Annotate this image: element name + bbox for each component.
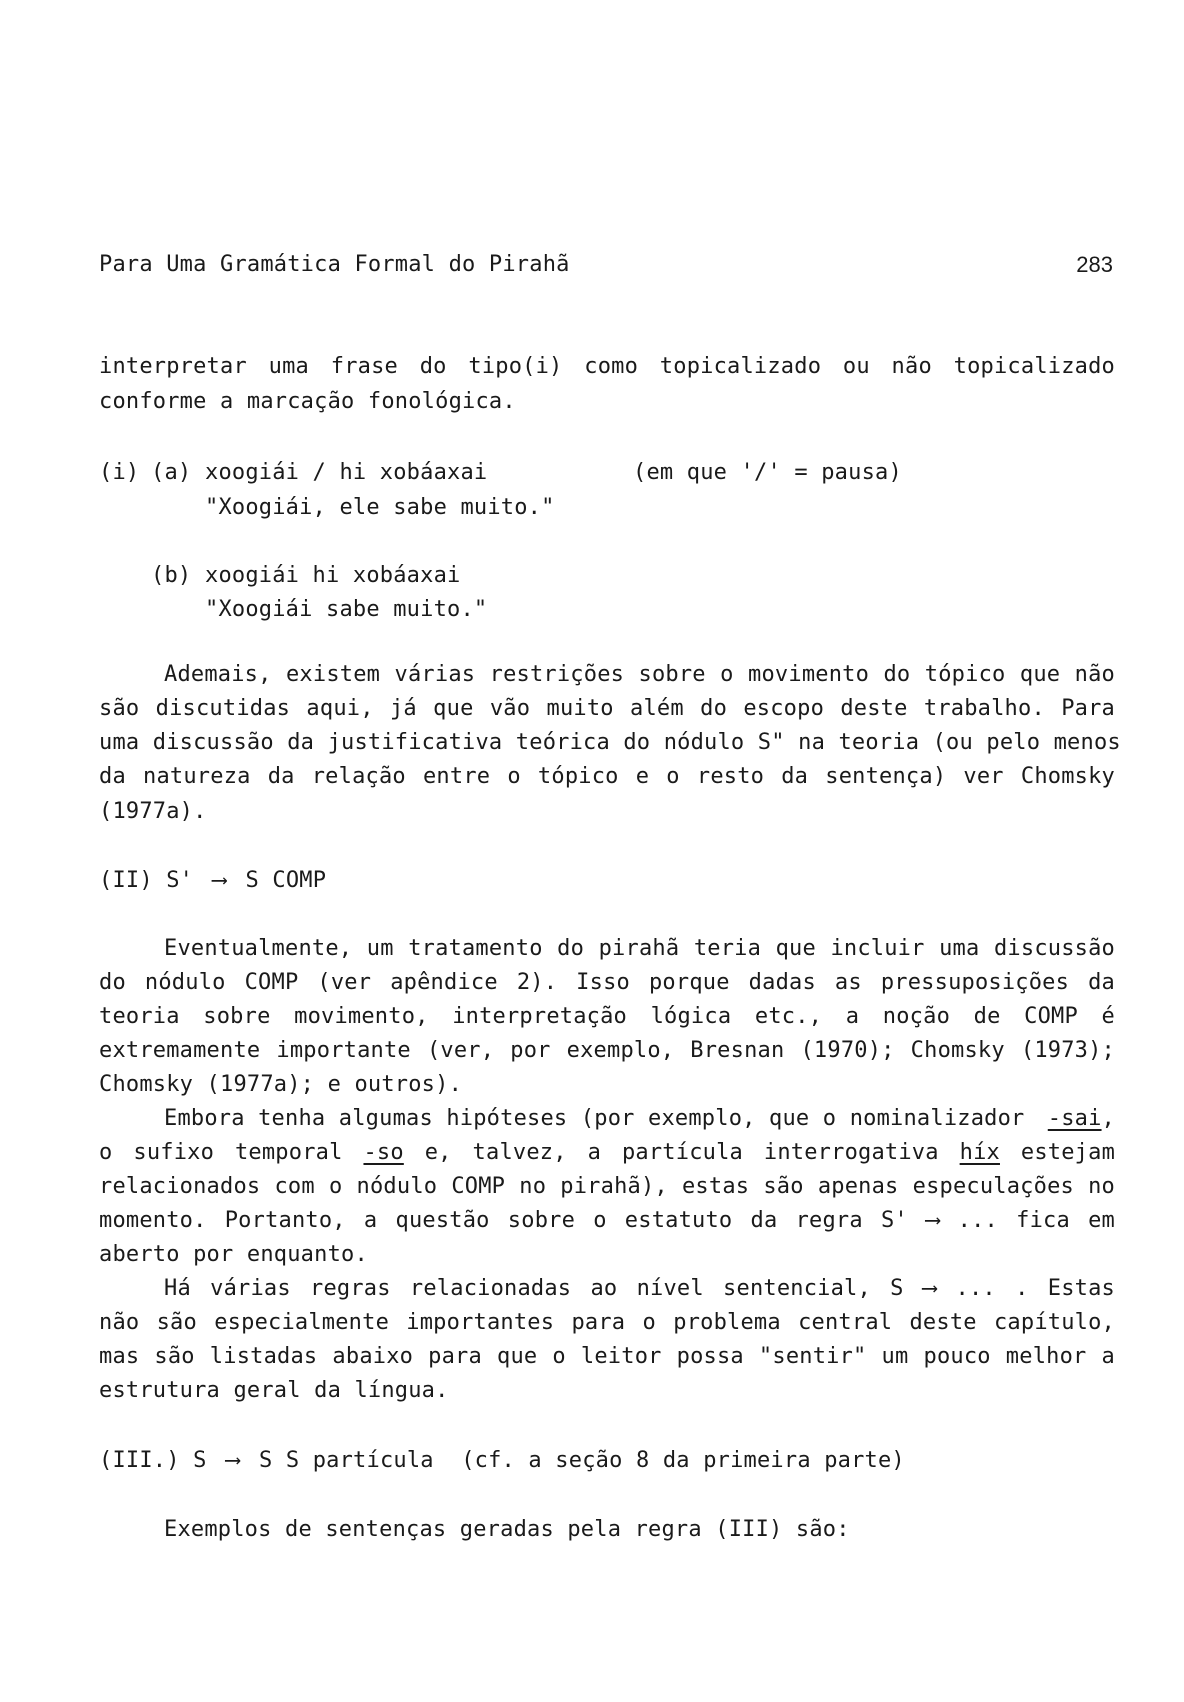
- para3-line-2: [99, 1140, 1115, 1166]
- para3-line-2-start: o sufixo temporal: [99, 1140, 364, 1165]
- suffix-sai: -sai: [1047, 1106, 1102, 1131]
- rule-III-label: (III.): [99, 1448, 180, 1473]
- para4-line-3: mas são listadas abaixo para que o leitor possa "sentir" um pouco melhor a: [99, 1344, 1115, 1369]
- rule-II: [99, 868, 326, 894]
- running-header: Para Uma Gramática Formal do Pirahã: [99, 252, 570, 277]
- rightwards-arrow-icon: ⟶: [212, 868, 227, 893]
- example-b-label: (b): [151, 563, 192, 588]
- intro-line-2: conforme a marcação fonológica.: [99, 389, 516, 414]
- para2-line-4: extremamente importante (ver, por exemplo, Bresnan (1970); Chomsky (1973);: [99, 1038, 1115, 1063]
- para1-line-2: são discutidas aqui, já que vão muito além do escopo deste trabalho. Para: [99, 696, 1115, 721]
- para1-line-5: (1977a).: [99, 799, 207, 824]
- para3-line-2-end: estejam: [999, 1140, 1116, 1165]
- rule-II-rhs: S COMP: [245, 868, 327, 893]
- para3-line-3: relacionados com o nódulo COMP no pirahã), estas são apenas especulações no: [99, 1174, 1115, 1199]
- page-number: 283: [1076, 252, 1113, 277]
- example-a-label: (a): [151, 460, 192, 485]
- example-b-text: xoogiái hi xobáaxai: [205, 563, 461, 588]
- intro-line-1: interpretar uma frase do tipo(i) como topicalizado ou não topicalizado: [99, 354, 1115, 379]
- rule-II-lhs: S': [166, 868, 194, 893]
- para1-line-3: uma discussão da justificativa teórica do nódulo S" na teoria (ou pelo menos: [99, 730, 1121, 755]
- para2-line-1: Eventualmente, um tratamento do pirahã teria que incluir uma discussão: [164, 936, 1115, 961]
- example-a-text: xoogiái / hi xobáaxai: [205, 460, 488, 485]
- para3-line-1-text: Embora tenha algumas hipóteses (por exemplo, que o nominalizador: [164, 1106, 1025, 1131]
- para2-line-3: teoria sobre movimento, interpretação lógica etc., a noção de COMP é: [99, 1004, 1115, 1029]
- example-i-label: (i): [99, 460, 140, 485]
- rule-III-rhs: S S partícula: [258, 1448, 434, 1473]
- para3-line-5: aberto por enquanto.: [99, 1242, 368, 1267]
- rightwards-arrow-icon: ⟶: [226, 1448, 240, 1473]
- example-a-gloss: "Xoogiái, ele sabe muito.": [205, 495, 555, 520]
- para3-line-1: [164, 1106, 1115, 1132]
- example-b-gloss: "Xoogiái sabe muito.": [205, 597, 488, 622]
- para4-line-1: Há várias regras relacionadas ao nível sentencial, S ⟶ ... . Estas: [164, 1276, 1115, 1301]
- rule-III: [99, 1448, 905, 1474]
- para3-line-2-middle: e, talvez, a partícula interrogativa: [403, 1140, 960, 1165]
- rule-III-note: (cf. a seção 8 da primeira parte): [461, 1448, 905, 1473]
- para1-line-4: da natureza da relação entre o tópico e o resto da sentença) ver Chomsky: [99, 764, 1115, 789]
- rule-II-label: (II): [99, 868, 153, 893]
- closing-line: Exemplos de sentenças geradas pela regra (III) são:: [164, 1517, 850, 1542]
- rule-III-lhs: S: [193, 1448, 207, 1473]
- suffix-so: -so: [363, 1140, 404, 1165]
- para4-line-2: não são especialmente importantes para o problema central deste capítulo,: [99, 1310, 1115, 1335]
- para2-line-2: do nódulo COMP (ver apêndice 2). Isso porque dadas as pressuposições da: [99, 970, 1115, 995]
- para3-line-1-comma: ,: [1101, 1106, 1115, 1131]
- para2-line-5: Chomsky (1977a); e outros).: [99, 1072, 463, 1097]
- para4-line-4: estrutura geral da língua.: [99, 1378, 449, 1403]
- para3-line-4: momento. Portanto, a questão sobre o estatuto da regra S' ⟶ ... fica em: [99, 1208, 1115, 1233]
- particle-hix: híx: [959, 1140, 1000, 1165]
- example-a-note: (em que '/' = pausa): [633, 460, 902, 485]
- para1-line-1: Ademais, existem várias restrições sobre o movimento do tópico que não: [164, 662, 1115, 687]
